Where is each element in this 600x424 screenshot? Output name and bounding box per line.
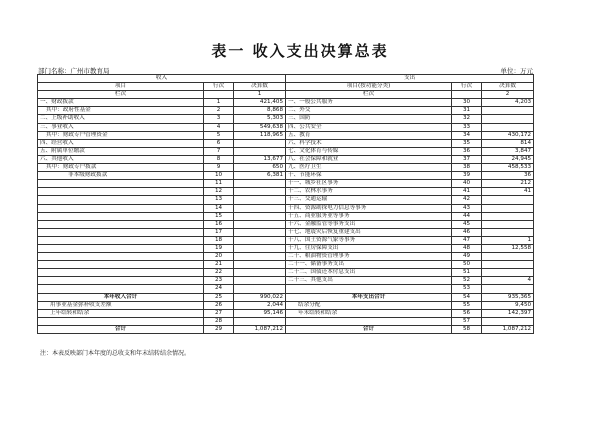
income-amount-cell <box>234 220 286 228</box>
header-row-columns <box>38 83 534 91</box>
expense-amount-cell: 430,172 <box>482 131 534 139</box>
income-line-cell: 4 <box>204 123 234 131</box>
table-row <box>38 325 534 333</box>
expense-item-cell: 十五、商业服务业等事务 <box>286 212 452 220</box>
expense-amount-cell <box>482 204 534 212</box>
income-amount-header: 决算数 <box>234 83 286 91</box>
expense-line-cell: 53 <box>452 285 482 293</box>
expense-line-cell: 58 <box>452 325 482 333</box>
expense-amount-cell <box>482 269 534 277</box>
income-line-cell: 22 <box>204 269 234 277</box>
income-amount-cell: 8,868 <box>234 107 286 115</box>
expense-item-cell: 十七、地震灾后恢复重建支出 <box>286 228 452 236</box>
income-item-cell: 三、事业收入 <box>38 123 204 131</box>
expense-amount-cell <box>482 107 534 115</box>
income-item-cell <box>38 180 204 188</box>
expense-item-cell: 六、科学技术 <box>286 139 452 147</box>
expense-item-cell: 八、社会保障和就业 <box>286 155 452 163</box>
expense-amount-header: 决算数 <box>482 83 534 91</box>
expense-line-cell: 46 <box>452 228 482 236</box>
currency-unit: 单位：万元 <box>500 67 533 75</box>
income-amount-cell <box>234 204 286 212</box>
income-amount-cell: 421,405 <box>234 99 286 107</box>
income-item-cell <box>38 204 204 212</box>
expense-amount-cell: 1,087,212 <box>482 325 534 333</box>
expense-item-cell: 十八、国土资源气象等事务 <box>286 236 452 244</box>
expense-line-cell: 47 <box>452 236 482 244</box>
income-col-line-blank <box>204 91 234 99</box>
expense-line-cell: 31 <box>452 107 482 115</box>
expense-amount-cell <box>482 212 534 220</box>
income-line-cell: 18 <box>204 236 234 244</box>
expense-header: 支出 <box>286 75 534 83</box>
expense-amount-cell: 12,558 <box>482 244 534 252</box>
expense-line-cell: 52 <box>452 277 482 285</box>
expense-line-cell: 41 <box>452 188 482 196</box>
income-item-cell: 五、附属单位缴款 <box>38 147 204 155</box>
income-line-cell: 29 <box>204 325 234 333</box>
income-amount-cell: 1,087,212 <box>234 325 286 333</box>
expense-line-cell: 54 <box>452 293 482 301</box>
expense-line-cell: 43 <box>452 204 482 212</box>
expense-line-cell: 39 <box>452 172 482 180</box>
table-row <box>38 228 534 236</box>
table-row <box>38 204 534 212</box>
expense-line-cell: 32 <box>452 115 482 123</box>
expense-item-cell: 二十一、储备事务支出 <box>286 261 452 269</box>
table-row <box>38 115 534 123</box>
expense-amount-cell: 36 <box>482 172 534 180</box>
income-line-cell: 6 <box>204 139 234 147</box>
income-amount-cell: 95,146 <box>234 309 286 317</box>
expense-item-cell: 十六、金融监管等事务支出 <box>286 220 452 228</box>
table-row <box>38 188 534 196</box>
income-item-cell: 一、财政拨款 <box>38 99 204 107</box>
expense-col-line-blank <box>452 91 482 99</box>
income-item-cell <box>38 269 204 277</box>
income-amount-cell <box>234 244 286 252</box>
expense-item-cell: 九、医疗卫生 <box>286 164 452 172</box>
expense-item-cell: 一、一般公共服务 <box>286 99 452 107</box>
expense-amount-cell: 142,397 <box>482 309 534 317</box>
expense-amount-cell <box>482 220 534 228</box>
income-item-cell: 非本级财政拨款 <box>38 172 204 180</box>
income-line-cell: 2 <box>204 107 234 115</box>
expense-amount-cell <box>482 317 534 325</box>
expense-line-cell: 49 <box>452 253 482 261</box>
expense-line-cell: 35 <box>452 139 482 147</box>
table-row <box>38 155 534 163</box>
table-row <box>38 261 534 269</box>
expense-amount-cell: 4 <box>482 277 534 285</box>
expense-line-cell: 45 <box>452 220 482 228</box>
income-line-cell: 1 <box>204 99 234 107</box>
income-line-cell: 3 <box>204 115 234 123</box>
expense-line-cell: 56 <box>452 309 482 317</box>
income-line-cell: 16 <box>204 220 234 228</box>
expense-amount-cell: 3,847 <box>482 147 534 155</box>
expense-item-cell: 二十二、国债还本付息支出 <box>286 269 452 277</box>
expense-line-header: 行次 <box>452 83 482 91</box>
expense-item-cell: 十三、交通运输 <box>286 196 452 204</box>
income-item-cell <box>38 188 204 196</box>
expense-line-cell: 30 <box>452 99 482 107</box>
table-row <box>38 309 534 317</box>
expense-item-cell <box>286 317 452 325</box>
income-line-cell: 23 <box>204 277 234 285</box>
page-title: 表一 收入支出决算总表 <box>211 42 389 60</box>
expense-item-cell: 十一、城乡社区事务 <box>286 180 452 188</box>
table-row <box>38 301 534 309</box>
expense-amount-cell: 814 <box>482 139 534 147</box>
income-header: 收入 <box>38 75 286 83</box>
income-item-cell: 其中：财政专户拨款 <box>38 164 204 172</box>
income-amount-cell <box>234 261 286 269</box>
income-line-cell: 27 <box>204 309 234 317</box>
expense-item-header: 项目(按功能分类) <box>286 83 452 91</box>
expense-item-cell: 十二、农林水事务 <box>286 188 452 196</box>
expense-amount-cell <box>482 196 534 204</box>
expense-amount-cell: 24,945 <box>482 155 534 163</box>
income-item-cell <box>38 244 204 252</box>
income-item-cell: 其中：政府性基金 <box>38 107 204 115</box>
expense-amount-cell <box>482 228 534 236</box>
expense-line-cell: 42 <box>452 196 482 204</box>
expense-item-cell: 二十、粮油物资管理事务 <box>286 253 452 261</box>
income-amount-cell: 5,303 <box>234 115 286 123</box>
expense-amount-cell: 9,450 <box>482 301 534 309</box>
table-row <box>38 269 534 277</box>
income-amount-cell <box>234 277 286 285</box>
income-amount-cell <box>234 236 286 244</box>
income-item-cell: 六、其他收入 <box>38 155 204 163</box>
expense-item-cell: 七、文化体育与传媒 <box>286 147 452 155</box>
income-item-cell <box>38 220 204 228</box>
income-amount-cell: 118,965 <box>234 131 286 139</box>
expense-col-index: 2 <box>482 91 534 99</box>
expense-amount-cell: 458,533 <box>482 164 534 172</box>
table-row <box>38 293 534 301</box>
table-row <box>38 317 534 325</box>
table-body <box>38 75 534 334</box>
expense-amount-cell <box>482 285 534 293</box>
income-item-cell: 用事业基金弥补收支差额 <box>38 301 204 309</box>
income-item-cell: 本年收入合计 <box>38 293 204 301</box>
expense-line-cell: 36 <box>452 147 482 155</box>
income-amount-cell: 13,677 <box>234 155 286 163</box>
income-item-cell: 其中：财政专户管理资金 <box>38 131 204 139</box>
income-amount-cell: 2,044 <box>234 301 286 309</box>
table-row <box>38 277 534 285</box>
expense-line-cell: 55 <box>452 301 482 309</box>
expense-amount-cell <box>482 253 534 261</box>
expense-line-cell: 34 <box>452 131 482 139</box>
expense-amount-cell <box>482 115 534 123</box>
income-amount-cell <box>234 253 286 261</box>
income-amount-cell <box>234 228 286 236</box>
expense-amount-cell: 1 <box>482 236 534 244</box>
income-amount-cell <box>234 269 286 277</box>
header-row-sections <box>38 75 534 83</box>
income-line-header: 行次 <box>204 83 234 91</box>
budget-table <box>37 74 534 334</box>
table-row <box>38 172 534 180</box>
expense-amount-cell: 41 <box>482 188 534 196</box>
expense-item-cell: 二、外交 <box>286 107 452 115</box>
expense-item-cell: 四、公共安全 <box>286 123 452 131</box>
expense-item-cell: 二十三、其他支出 <box>286 277 452 285</box>
income-line-cell: 28 <box>204 317 234 325</box>
income-item-cell: 四、经营收入 <box>38 139 204 147</box>
income-line-cell: 12 <box>204 188 234 196</box>
table-row <box>38 236 534 244</box>
expense-col-label: 栏次 <box>286 91 452 99</box>
income-amount-cell: 990,022 <box>234 293 286 301</box>
expense-item-cell: 五、教育 <box>286 131 452 139</box>
income-line-cell: 25 <box>204 293 234 301</box>
table-row <box>38 147 534 155</box>
expense-amount-cell <box>482 261 534 269</box>
table-row <box>38 196 534 204</box>
income-line-cell: 11 <box>204 180 234 188</box>
income-item-cell <box>38 253 204 261</box>
income-line-cell: 9 <box>204 164 234 172</box>
income-line-cell: 13 <box>204 196 234 204</box>
expense-line-cell: 44 <box>452 212 482 220</box>
expense-item-cell <box>286 285 452 293</box>
table-row <box>38 131 534 139</box>
income-item-cell <box>38 228 204 236</box>
expense-line-cell: 48 <box>452 244 482 252</box>
income-item-cell <box>38 212 204 220</box>
income-item-cell: 合计 <box>38 325 204 333</box>
table-row <box>38 164 534 172</box>
income-item-cell <box>38 236 204 244</box>
income-line-cell: 10 <box>204 172 234 180</box>
income-line-cell: 14 <box>204 204 234 212</box>
table-row <box>38 253 534 261</box>
table-row <box>38 220 534 228</box>
income-amount-cell: 549,638 <box>234 123 286 131</box>
expense-line-cell: 40 <box>452 180 482 188</box>
expense-item-cell: 十九、住房保障支出 <box>286 244 452 252</box>
table-row <box>38 244 534 252</box>
income-amount-cell <box>234 196 286 204</box>
expense-line-cell: 57 <box>452 317 482 325</box>
income-line-cell: 8 <box>204 155 234 163</box>
income-amount-cell <box>234 147 286 155</box>
income-item-cell <box>38 261 204 269</box>
income-line-cell: 20 <box>204 253 234 261</box>
table-row <box>38 285 534 293</box>
income-line-cell: 26 <box>204 301 234 309</box>
expense-item-cell: 十四、资源勘探电力信息等事务 <box>286 204 452 212</box>
income-amount-cell <box>234 139 286 147</box>
expense-item-cell: 本年支出合计 <box>286 293 452 301</box>
income-item-cell <box>38 317 204 325</box>
footnote: 注：本表反映部门本年度的总收支和年末结转结余情况。 <box>40 350 191 357</box>
expense-line-cell: 50 <box>452 261 482 269</box>
income-col-index: 1 <box>234 91 286 99</box>
expense-item-cell: 合计 <box>286 325 452 333</box>
income-amount-cell <box>234 285 286 293</box>
income-item-cell: 上年结转和结余 <box>38 309 204 317</box>
expense-line-cell: 51 <box>452 269 482 277</box>
income-line-cell: 17 <box>204 228 234 236</box>
unit-name: 部门名称：广州市教育局 <box>38 67 110 75</box>
expense-item-cell: 年末结转和结余 <box>286 309 452 317</box>
income-line-cell: 7 <box>204 147 234 155</box>
income-item-cell <box>38 196 204 204</box>
income-line-cell: 19 <box>204 244 234 252</box>
expense-amount-cell: 212 <box>482 180 534 188</box>
income-item-cell <box>38 285 204 293</box>
income-amount-cell <box>234 212 286 220</box>
expense-item-cell: 十、节能环保 <box>286 172 452 180</box>
income-item-cell <box>38 277 204 285</box>
income-line-cell: 24 <box>204 285 234 293</box>
income-amount-cell <box>234 180 286 188</box>
header-row-col-index <box>38 91 534 99</box>
expense-amount-cell: 935,365 <box>482 293 534 301</box>
income-col-label: 栏次 <box>38 91 204 99</box>
income-line-cell: 15 <box>204 212 234 220</box>
expense-line-cell: 38 <box>452 164 482 172</box>
table-row <box>38 212 534 220</box>
table-row <box>38 123 534 131</box>
income-amount-cell: 650 <box>234 164 286 172</box>
income-item-cell: 二、上级补助收入 <box>38 115 204 123</box>
expense-item-cell: 三、国防 <box>286 115 452 123</box>
income-amount-cell <box>234 317 286 325</box>
income-item-header: 项目 <box>38 83 204 91</box>
table-row <box>38 107 534 115</box>
table-row <box>38 139 534 147</box>
income-amount-cell <box>234 188 286 196</box>
income-line-cell: 21 <box>204 261 234 269</box>
expense-line-cell: 33 <box>452 123 482 131</box>
income-line-cell: 5 <box>204 131 234 139</box>
table-row <box>38 99 534 107</box>
table-row <box>38 180 534 188</box>
expense-amount-cell: 4,203 <box>482 99 534 107</box>
expense-item-cell: 结余分配 <box>286 301 452 309</box>
expense-line-cell: 37 <box>452 155 482 163</box>
expense-amount-cell <box>482 123 534 131</box>
income-amount-cell: 6,381 <box>234 172 286 180</box>
